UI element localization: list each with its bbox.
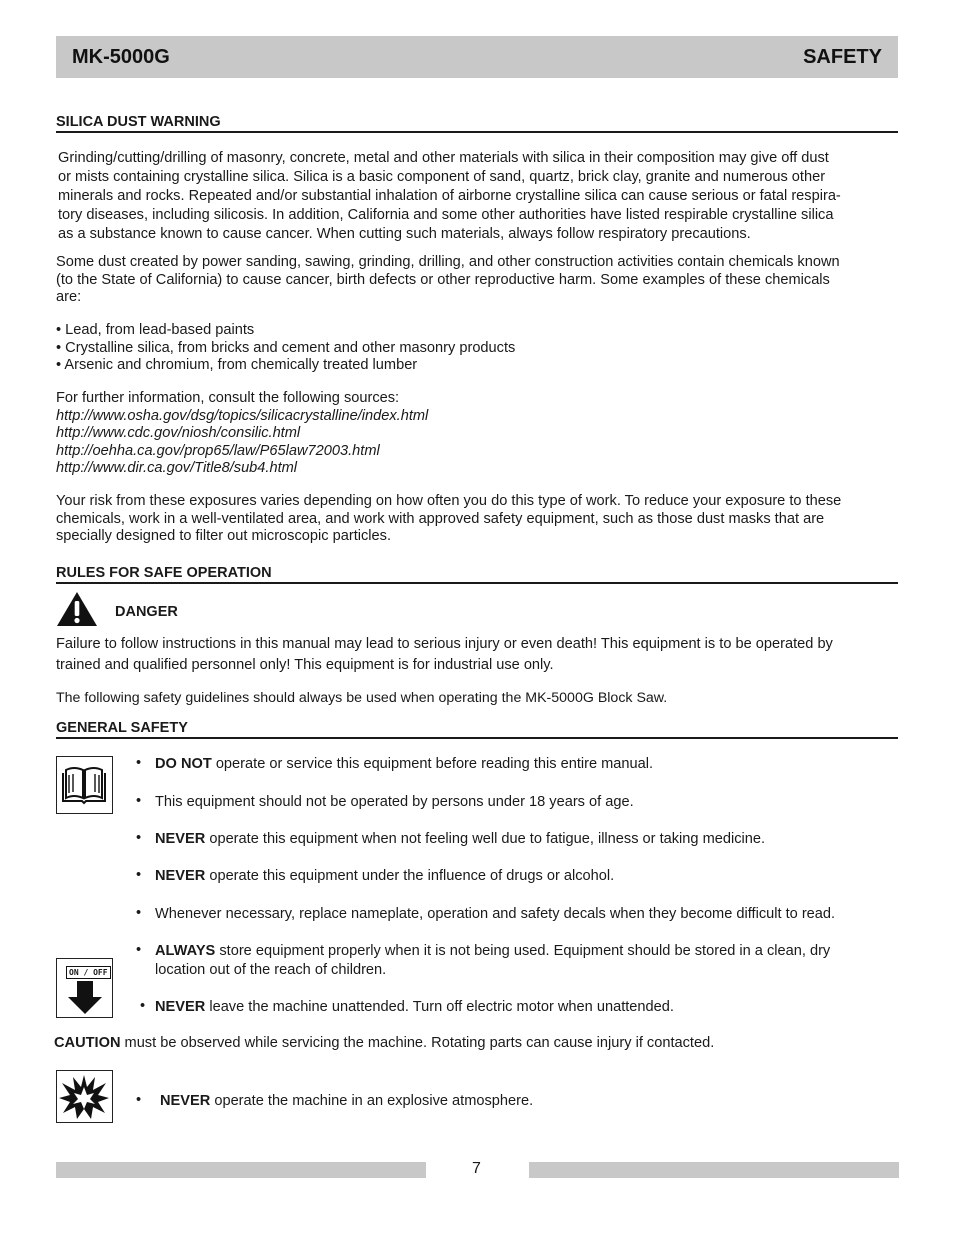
section-title: SAFETY — [803, 46, 882, 68]
text-line: are: — [56, 289, 82, 305]
source-link[interactable]: http://oehha.ca.gov/prop65/law/P65law72003.html — [56, 442, 380, 459]
emphasis: ALWAYS — [155, 943, 216, 959]
item-text: must be observed while servicing the machine. Rotating parts can cause injury if contacted. — [120, 1035, 715, 1051]
safety-item — [155, 755, 895, 774]
item-text: Whenever necessary, replace nameplate, operation and safety decals when they become difficult to read. — [155, 906, 836, 922]
safety-item — [155, 998, 895, 1017]
bullet: • — [136, 942, 142, 958]
emphasis: CAUTION — [54, 1035, 121, 1051]
text-line: Some dust created by power sanding, sawing, grinding, drilling, and other construction activities contain chemicals known — [56, 254, 840, 270]
on-off-label: ON / OFF — [66, 966, 111, 979]
rules-heading: RULES FOR SAFE OPERATION — [56, 565, 898, 584]
guidelines-text: The following safety guidelines should always be used when operating the MK-5000G Block Saw. — [56, 690, 668, 706]
list-item: • Arsenic and chromium, from chemically treated lumber — [56, 357, 418, 373]
text-line: specially designed to filter out microscopic particles. — [56, 528, 391, 544]
text-line: (to the State of California) to cause cancer, birth defects or other reproductive harm. Some examples of these chemicals — [56, 271, 830, 288]
page-number: 7 — [472, 1160, 481, 1177]
item-text: operate or service this equipment before reading this entire manual. — [211, 756, 654, 772]
safety-item — [155, 793, 895, 812]
emphasis: NEVER — [155, 999, 206, 1015]
item-text: location out of the reach of children. — [155, 962, 387, 978]
safety-item — [155, 867, 895, 886]
general-safety-heading: GENERAL SAFETY — [56, 720, 898, 739]
text-line: chemicals, work in a well-ventilated area, and work with approved safety equipment, such as those dust masks that are — [56, 510, 825, 527]
safety-item — [155, 830, 895, 849]
source-link[interactable]: http://www.osha.gov/dsg/topics/silicacrystalline/index.html — [56, 407, 429, 424]
silica-paragraph-1 — [58, 149, 903, 244]
emphasis: NEVER — [155, 868, 206, 884]
text-line: or mists containing crystalline silica. Silica is a basic component of sand, quartz, brick clay, granite and numerous other — [58, 169, 826, 185]
sources-intro: For further information, consult the following sources: — [56, 390, 400, 406]
header-bar — [56, 36, 898, 78]
list-item: • Lead, from lead-based paints — [56, 322, 255, 338]
model-title: MK-5000G — [72, 46, 170, 68]
chemical-examples-list — [56, 322, 901, 375]
bullet: • — [136, 867, 142, 883]
text-line: Failure to follow instructions in this manual may lead to serious injury or even death! This equipment is to be operated by — [56, 636, 833, 652]
bullet: • — [140, 998, 146, 1014]
text-line: trained and qualified personnel only! This equipment is for industrial use only. — [56, 657, 554, 673]
item-text: leave the machine unattended. Turn off electric motor when unattended. — [205, 999, 674, 1015]
read-manual-icon — [56, 756, 113, 814]
emphasis: NEVER — [160, 1093, 211, 1109]
danger-text — [56, 634, 901, 676]
text-line: Grinding/cutting/drilling of masonry, concrete, metal and other materials with silica in their composition may give off dust — [58, 150, 829, 166]
source-link[interactable]: http://www.dir.ca.gov/Title8/sub4.html — [56, 460, 298, 476]
bullet: • — [136, 905, 142, 921]
list-item: • Crystalline silica, from bricks and cement and other masonry products — [56, 339, 516, 356]
emphasis: NEVER — [155, 831, 206, 847]
source-link[interactable]: http://www.cdc.gov/niosh/consilic.html — [56, 425, 301, 441]
item-text: operate this equipment under the influence of drugs or alcohol. — [205, 868, 615, 884]
item-text: operate this equipment when not feeling well due to fatigue, illness or taking medicine. — [205, 831, 766, 847]
caution-text — [54, 1035, 899, 1053]
emphasis: DO NOT — [155, 756, 212, 772]
danger-label: DANGER — [115, 604, 178, 620]
text-line: minerals and rocks. Repeated and/or substantial inhalation of airborne crystalline silica can cause serious or fatal respira- — [58, 188, 841, 204]
safety-item — [155, 942, 895, 980]
footer-bar-left — [56, 1162, 426, 1178]
silica-paragraph-3 — [56, 493, 901, 546]
item-text: store equipment properly when it is not being used. Equipment should be stored in a clean, dry — [215, 943, 831, 959]
bullet: • — [136, 830, 142, 846]
safety-item — [160, 1092, 900, 1111]
item-text: This equipment should not be operated by persons under 18 years of age. — [155, 794, 634, 810]
explosion-icon — [56, 1070, 113, 1123]
bullet: • — [136, 1092, 142, 1108]
bullet: • — [136, 755, 142, 771]
warning-triangle-icon — [56, 591, 98, 627]
sources-block — [56, 390, 901, 478]
bullet: • — [136, 793, 142, 809]
silica-warning-heading: SILICA DUST WARNING — [56, 114, 898, 133]
silica-paragraph-2 — [56, 254, 901, 307]
text-line: Your risk from these exposures varies depending on how often you do this type of work. To reduce your exposure to these — [56, 493, 842, 509]
footer-bar-right — [529, 1162, 899, 1178]
on-off-switch-icon — [56, 958, 113, 1018]
text-line: tory diseases, including silicosis. In addition, California and some other authorities have listed respirable crystalline silica — [58, 207, 834, 223]
safety-item — [155, 905, 895, 924]
item-text: operate the machine in an explosive atmosphere. — [210, 1093, 534, 1109]
text-line: as a substance known to cause cancer. When cutting such materials, always follow respiratory precautions. — [58, 226, 751, 242]
